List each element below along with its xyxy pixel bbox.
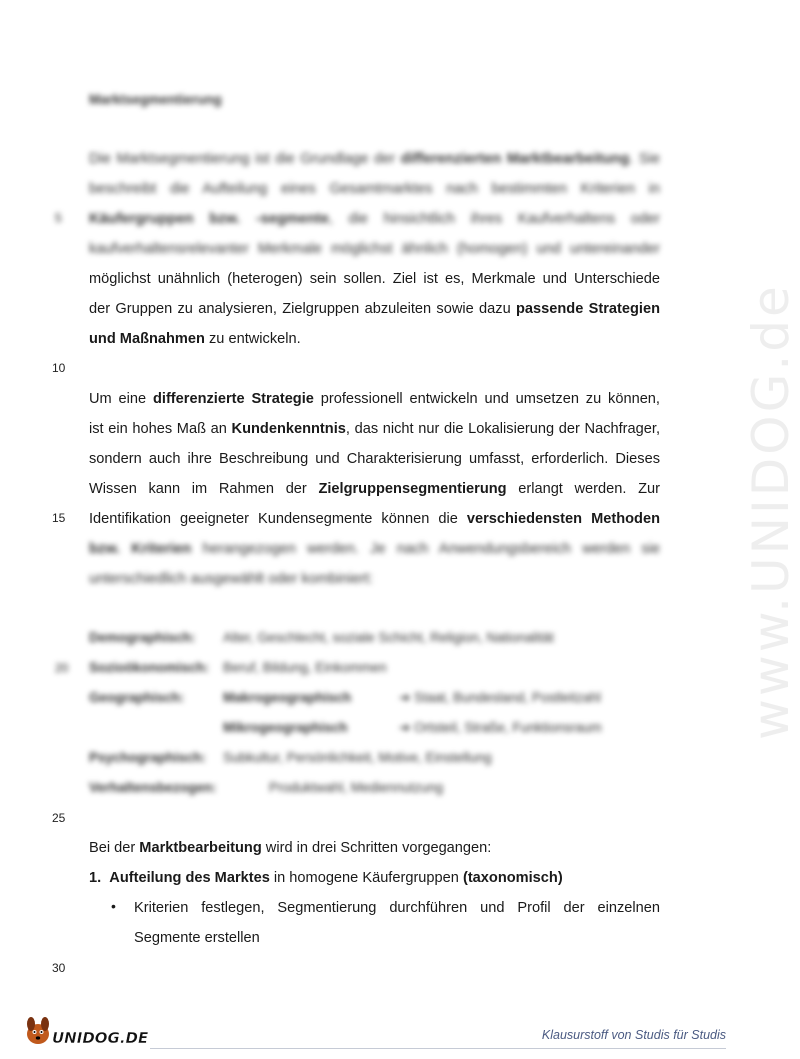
paragraph-line: beschreibt die Aufteilung eines Gesamtmarktes nach bestimmten Kriterien in (89, 181, 660, 197)
unidog-logo (22, 1010, 152, 1050)
bullet-marker: • (111, 898, 116, 914)
logo-text: UNIDOG.DE (52, 1029, 149, 1047)
paragraph-line: Bei der Marktbearbeitung wird in drei Schritten vorgegangen: (89, 840, 492, 856)
paragraph-line: Käufergruppen bzw. -segmente, die hinsichtlich ihres Kaufverhaltens oder (89, 211, 660, 227)
footer-tagline: Klausurstoff von Studis für Studis (541, 1028, 726, 1042)
paragraph-line: unterschiedlich ausgewählt oder kombiniert: (89, 571, 373, 587)
paragraph-line: Die Marktsegmentierung ist die Grundlage der differenzierten Marktbearbeitung. Sie (89, 151, 660, 167)
paragraph-line: bzw. Kriterien herangezogen werden. Je nach Anwendungsbereich werden sie (89, 541, 660, 557)
numbered-item: 1. Aufteilung des Marktes in homogene Käufergruppen (taxonomisch) (89, 870, 563, 886)
paragraph-line: Wissen kann im Rahmen der Zielgruppensegmentierung erlangt werden. Zur (89, 481, 660, 497)
paragraph-line: Um eine differenzierte Strategie professionell entwickeln und umsetzen zu können, (89, 391, 660, 407)
section-heading: Marktsegmentierung (89, 92, 222, 107)
paragraph-line: der Gruppen zu analysieren, Zielgruppen abzuleiten sowie dazu passende Strategien (89, 301, 660, 317)
line-number: 25 (52, 811, 66, 825)
bullet-text: Kriterien festlegen, Segmentierung durchführen und Profil der einzelnen (134, 900, 660, 916)
paragraph-line: sondern auch ihre Beschreibung und Charakterisierung umfasst, erforderlich. Dieses (89, 451, 660, 467)
dog-icon (22, 1010, 152, 1050)
criteria-row-microgeographic: Mikrogeographisch ➔ Ortsteil, Straße, Funktionsraum (223, 720, 602, 735)
line-number: 15 (52, 511, 66, 525)
paragraph-line: und Maßnahmen zu entwickeln. (89, 331, 301, 347)
criteria-row-demographic: Demographisch: Alter, Geschlecht, soziale Schicht, Religion, Nationalität (89, 630, 554, 645)
criteria-row-psychographic: Psychographisch: Subkultur, Persönlichkeit, Motive, Einstellung (89, 750, 492, 765)
bullet-text: Segmente erstellen (134, 930, 260, 946)
criteria-row-behavioral: Verhaltensbezogen: Produktwahl, Mediennutzung (89, 780, 444, 795)
watermark: www.UNIDOG.de (742, 283, 800, 740)
line-number: 10 (52, 361, 66, 375)
footer-divider (150, 1048, 726, 1049)
paragraph-line: möglichst unähnlich (heterogen) sein sollen. Ziel ist es, Merkmale und Unterschiede (89, 271, 660, 287)
criteria-row-geographic: Geographisch: Makrogeographisch ➔ Staat, Bundesland, Postleitzahl (89, 690, 601, 705)
line-number: 20 (55, 661, 69, 675)
line-number: 5 (55, 211, 62, 225)
criteria-row-socioeconomic: Sozioökonomisch: Beruf, Bildung, Einkommen (89, 660, 387, 675)
paragraph-line: kaufverhaltensrelevanter Merkmale möglichst ähnlich (homogen) und untereinander (89, 241, 660, 257)
paragraph-line: ist ein hohes Maß an Kundenkenntnis, das nicht nur die Lokalisierung der Nachfrager, (89, 421, 660, 437)
line-number: 30 (52, 961, 66, 975)
paragraph-line: Identifikation geeigneter Kundensegmente können die verschiedensten Methoden (89, 511, 660, 527)
